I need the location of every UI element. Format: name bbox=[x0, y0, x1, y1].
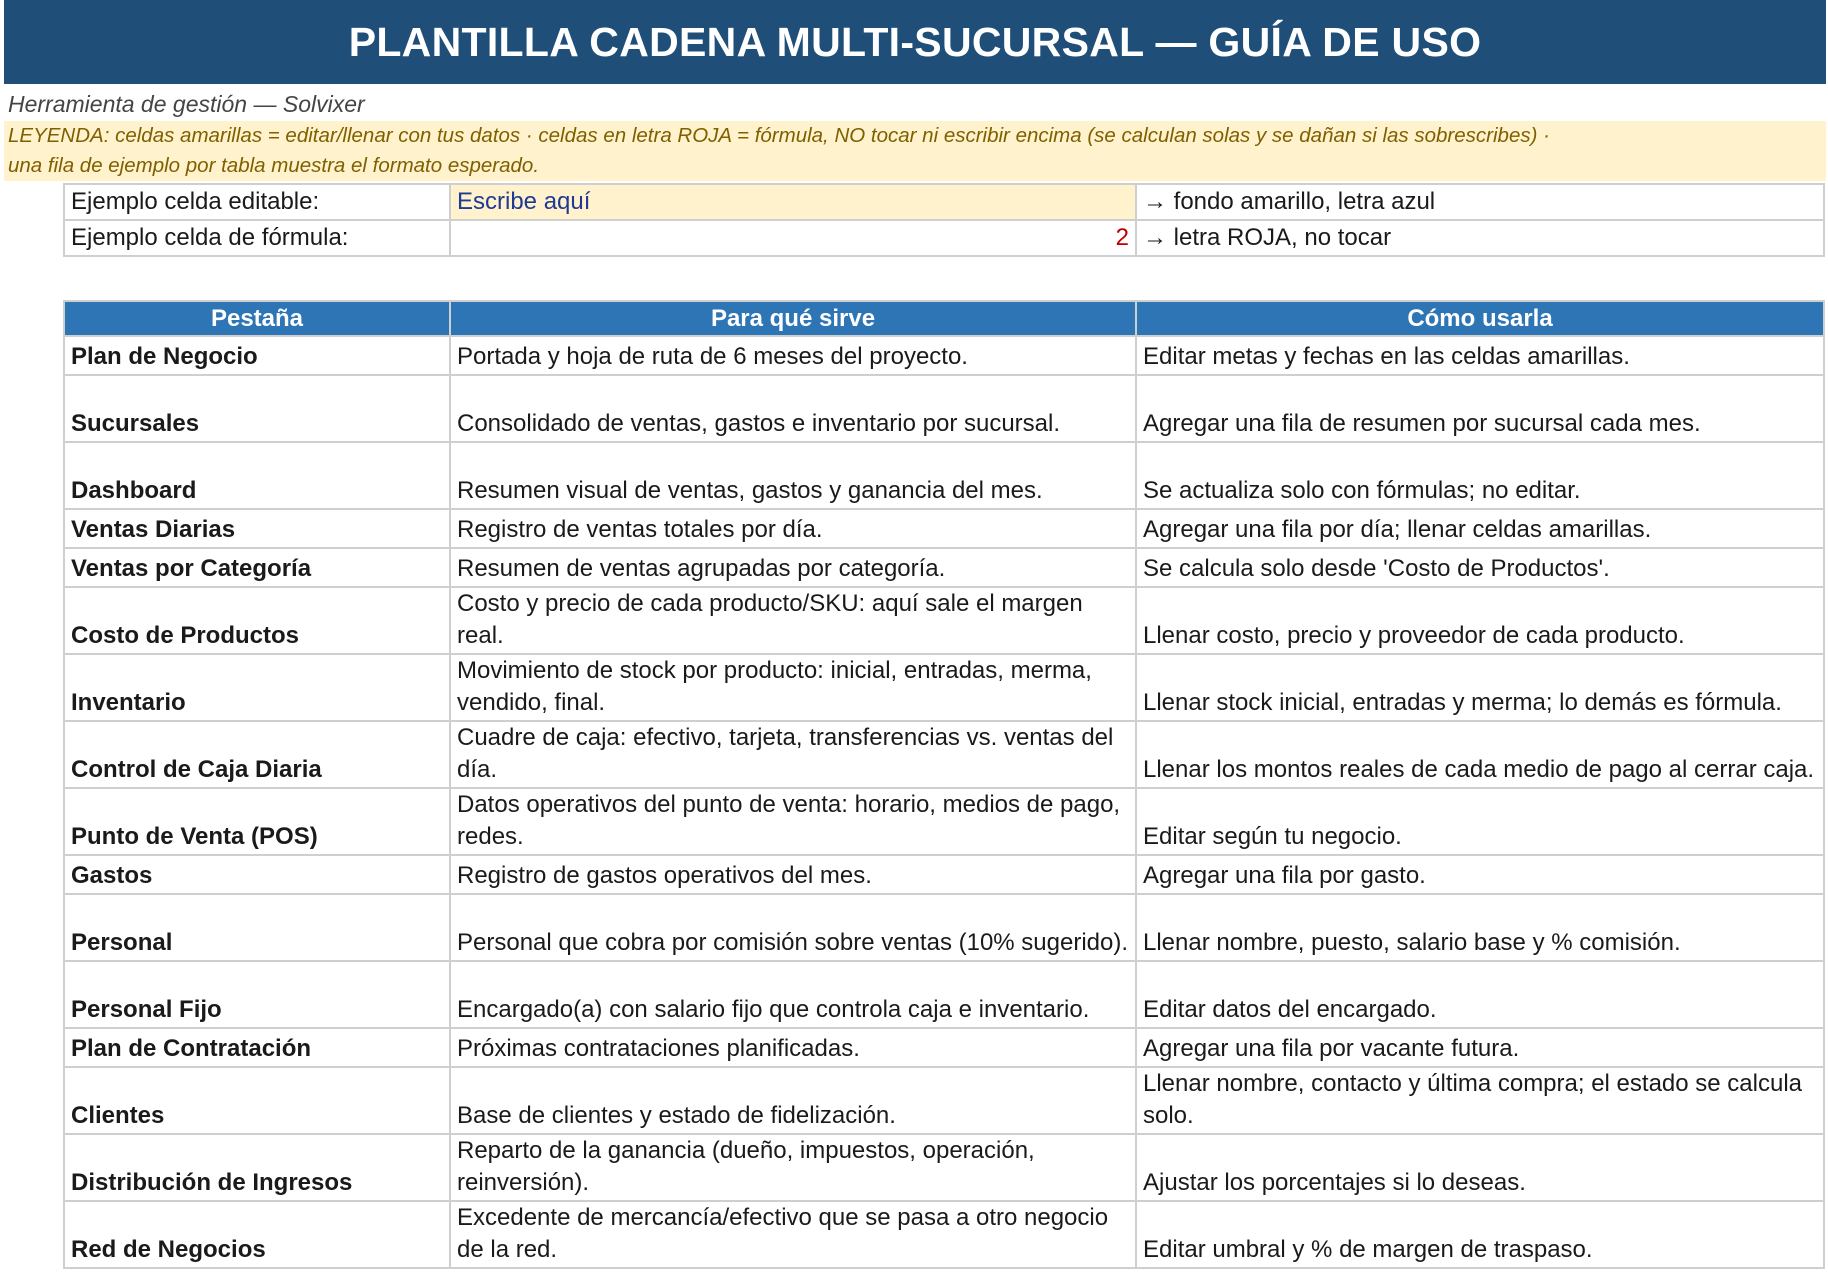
table-row bbox=[64, 548, 1824, 587]
table-row bbox=[64, 442, 1824, 509]
usage-cell: Editar según tu negocio. bbox=[1136, 788, 1824, 855]
usage-cell: Agregar una fila de resumen por sucursal cada mes. bbox=[1136, 375, 1824, 442]
usage-cell: Se calcula solo desde 'Costo de Productos'. bbox=[1136, 548, 1824, 587]
usage-cell: Editar umbral y % de margen de traspaso. bbox=[1136, 1201, 1824, 1268]
table-row bbox=[64, 509, 1824, 548]
tab-name-cell: Ventas por Categoría bbox=[64, 548, 450, 587]
purpose-cell: Encargado(a) con salario fijo que controla caja e inventario. bbox=[450, 961, 1136, 1028]
example-cells-table bbox=[63, 183, 1825, 257]
purpose-cell: Próximas contrataciones planificadas. bbox=[450, 1028, 1136, 1067]
tab-name-cell: Personal bbox=[64, 894, 450, 961]
table-header-row bbox=[64, 301, 1824, 336]
tab-name-cell: Ventas Diarias bbox=[64, 509, 450, 548]
purpose-cell: Resumen visual de ventas, gastos y ganancia del mes. bbox=[450, 442, 1136, 509]
table-row bbox=[64, 587, 1824, 654]
usage-cell: Llenar stock inicial, entradas y merma; lo demás es fórmula. bbox=[1136, 654, 1824, 721]
tab-name-cell: Control de Caja Diaria bbox=[64, 721, 450, 788]
usage-cell: Ajustar los porcentajes si lo deseas. bbox=[1136, 1134, 1824, 1201]
header-como-usarla: Cómo usarla bbox=[1136, 301, 1824, 336]
legend-note bbox=[4, 121, 1826, 181]
legend-line-1: LEYENDA: celdas amarillas = editar/llenar con tus datos · celdas en letra ROJA = fórmula, NO tocar ni escribir encima (se calculan solas y se dañan si las sobrescribes) · bbox=[8, 124, 1550, 147]
table-row bbox=[64, 336, 1824, 375]
example-formula-note: → letra ROJA, no tocar bbox=[1136, 220, 1824, 256]
usage-cell: Agregar una fila por gasto. bbox=[1136, 855, 1824, 894]
purpose-cell: Datos operativos del punto de venta: horario, medios de pago, redes. bbox=[450, 788, 1136, 855]
purpose-cell: Base de clientes y estado de fidelización. bbox=[450, 1067, 1136, 1134]
purpose-cell: Registro de gastos operativos del mes. bbox=[450, 855, 1136, 894]
purpose-cell: Consolidado de ventas, gastos e inventario por sucursal. bbox=[450, 375, 1136, 442]
table-row bbox=[64, 1201, 1824, 1268]
tabs-guide-table bbox=[63, 300, 1825, 1269]
table-row bbox=[64, 855, 1824, 894]
tab-name-cell: Plan de Contratación bbox=[64, 1028, 450, 1067]
header-para-que-sirve: Para qué sirve bbox=[450, 301, 1136, 336]
tab-name-cell: Inventario bbox=[64, 654, 450, 721]
usage-cell: Agregar una fila por día; llenar celdas amarillas. bbox=[1136, 509, 1824, 548]
tab-name-cell: Dashboard bbox=[64, 442, 450, 509]
usage-cell: Agregar una fila por vacante futura. bbox=[1136, 1028, 1824, 1067]
tab-name-cell: Red de Negocios bbox=[64, 1201, 450, 1268]
purpose-cell: Reparto de la ganancia (dueño, impuestos, operación, reinversión). bbox=[450, 1134, 1136, 1201]
table-row bbox=[64, 1134, 1824, 1201]
purpose-cell: Excedente de mercancía/efectivo que se pasa a otro negocio de la red. bbox=[450, 1201, 1136, 1268]
page-title: PLANTILLA CADENA MULTI-SUCURSAL — GUÍA DE USO bbox=[4, 0, 1826, 84]
table-row bbox=[64, 654, 1824, 721]
purpose-cell: Cuadre de caja: efectivo, tarjeta, transferencias vs. ventas del día. bbox=[450, 721, 1136, 788]
example-formula-cell[interactable]: 2 bbox=[450, 220, 1136, 256]
tab-name-cell: Costo de Productos bbox=[64, 587, 450, 654]
table-row bbox=[64, 375, 1824, 442]
purpose-cell: Resumen de ventas agrupadas por categoría. bbox=[450, 548, 1136, 587]
tab-name-cell: Plan de Negocio bbox=[64, 336, 450, 375]
usage-cell: Llenar nombre, puesto, salario base y % comisión. bbox=[1136, 894, 1824, 961]
example-formula-label: Ejemplo celda de fórmula: bbox=[64, 220, 450, 256]
table-row bbox=[64, 721, 1824, 788]
tab-name-cell: Personal Fijo bbox=[64, 961, 450, 1028]
purpose-cell: Personal que cobra por comisión sobre ventas (10% sugerido). bbox=[450, 894, 1136, 961]
table-row bbox=[64, 894, 1824, 961]
tab-name-cell: Distribución de Ingresos bbox=[64, 1134, 450, 1201]
purpose-cell: Registro de ventas totales por día. bbox=[450, 509, 1136, 548]
usage-cell: Llenar costo, precio y proveedor de cada producto. bbox=[1136, 587, 1824, 654]
example-editable-label: Ejemplo celda editable: bbox=[64, 184, 450, 220]
example-formula-row bbox=[64, 220, 1824, 256]
tab-name-cell: Sucursales bbox=[64, 375, 450, 442]
purpose-cell: Costo y precio de cada producto/SKU: aquí sale el margen real. bbox=[450, 587, 1136, 654]
usage-cell: Editar metas y fechas en las celdas amarillas. bbox=[1136, 336, 1824, 375]
tab-name-cell: Gastos bbox=[64, 855, 450, 894]
header-pestana: Pestaña bbox=[64, 301, 450, 336]
purpose-cell: Portada y hoja de ruta de 6 meses del proyecto. bbox=[450, 336, 1136, 375]
usage-cell: Llenar nombre, contacto y última compra; el estado se calcula solo. bbox=[1136, 1067, 1824, 1134]
usage-cell: Editar datos del encargado. bbox=[1136, 961, 1824, 1028]
example-editable-note: → fondo amarillo, letra azul bbox=[1136, 184, 1824, 220]
legend-line-2: una fila de ejemplo por tabla muestra el formato esperado. bbox=[8, 154, 540, 177]
table-row bbox=[64, 1028, 1824, 1067]
page-subtitle: Herramienta de gestión — Solvixer bbox=[8, 91, 365, 117]
usage-cell: Llenar los montos reales de cada medio de pago al cerrar caja. bbox=[1136, 721, 1824, 788]
tab-name-cell: Punto de Venta (POS) bbox=[64, 788, 450, 855]
table-row bbox=[64, 788, 1824, 855]
table-row bbox=[64, 1067, 1824, 1134]
purpose-cell: Movimiento de stock por producto: inicial, entradas, merma, vendido, final. bbox=[450, 654, 1136, 721]
tab-name-cell: Clientes bbox=[64, 1067, 450, 1134]
example-editable-cell[interactable]: Escribe aquí bbox=[450, 184, 1136, 220]
table-row bbox=[64, 961, 1824, 1028]
example-editable-row bbox=[64, 184, 1824, 220]
usage-cell: Se actualiza solo con fórmulas; no editar. bbox=[1136, 442, 1824, 509]
